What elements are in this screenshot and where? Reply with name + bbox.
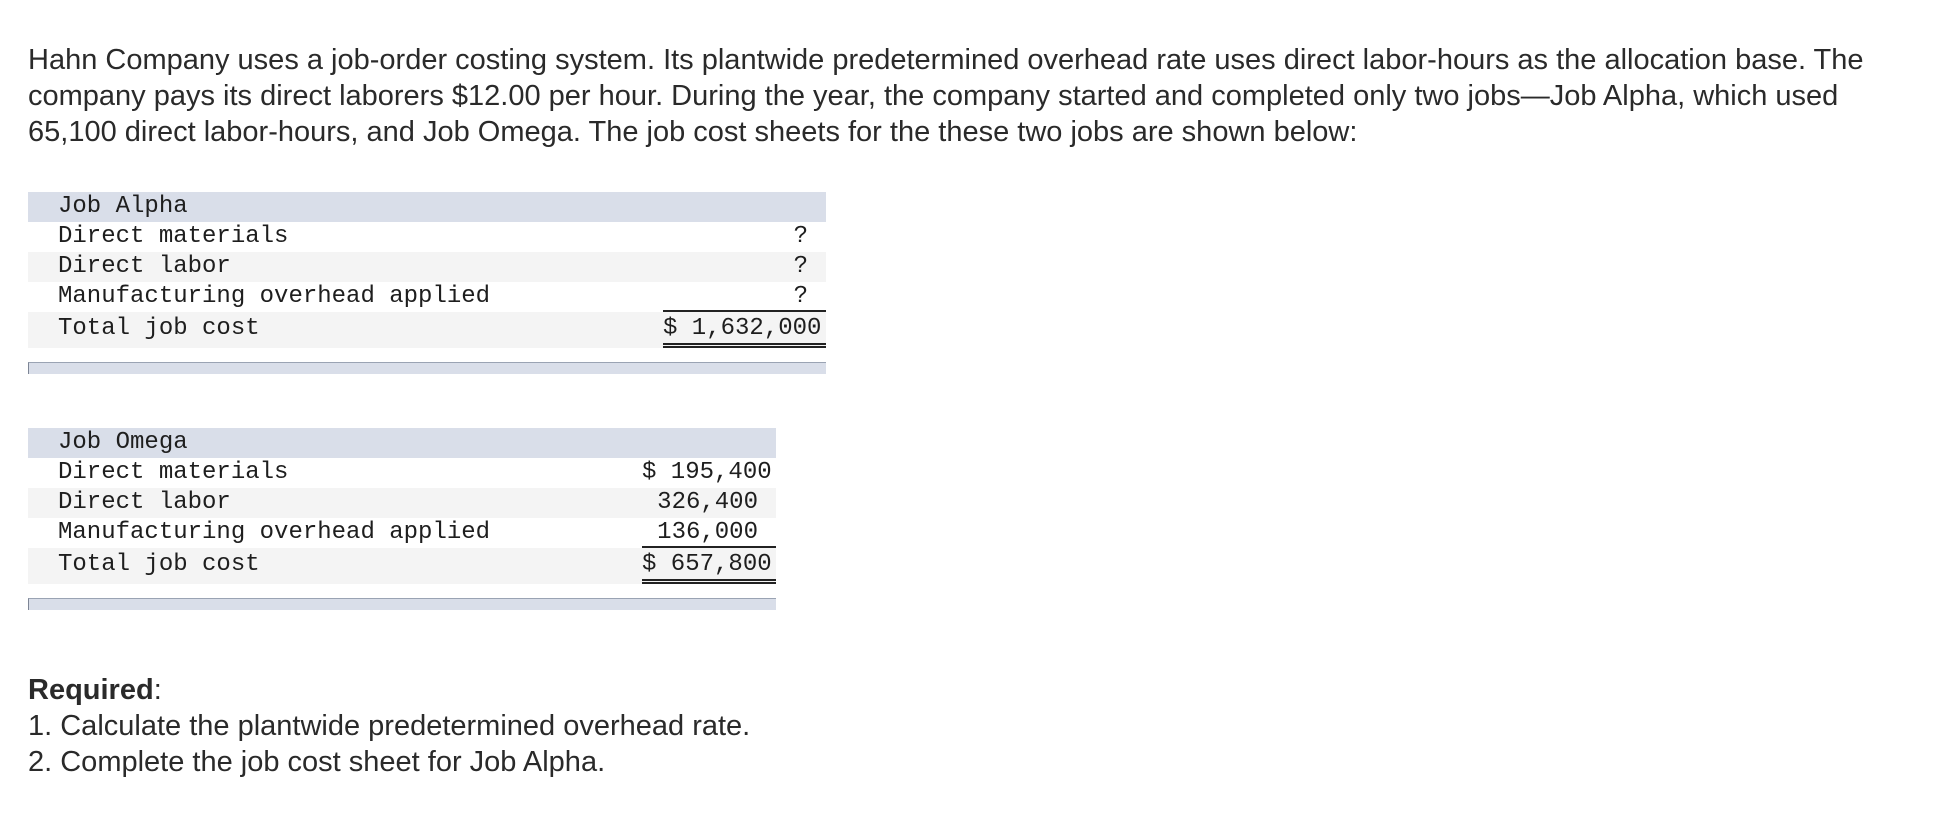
job-alpha-row-overhead-applied — [28, 282, 826, 312]
row-value: ? — [793, 223, 808, 250]
table-footer-bar — [28, 598, 776, 610]
required-item-1: 1. Calculate the plantwide predetermined overhead rate. — [28, 710, 751, 742]
job-alpha-row-direct-materials — [28, 222, 826, 252]
job-omega-row-direct-labor — [28, 488, 776, 518]
job-omega-cost-sheet — [28, 428, 776, 610]
job-alpha-title: Job Alpha — [28, 192, 826, 222]
row-value: ? — [663, 282, 826, 312]
job-omega-row-direct-materials — [28, 458, 776, 488]
job-omega-row-total — [28, 548, 776, 584]
row-label: Manufacturing overhead applied — [58, 283, 491, 310]
required-colon: : — [153, 674, 162, 706]
required-heading-line — [28, 672, 750, 708]
row-value: 326,400 — [657, 489, 758, 516]
job-alpha-cost-sheet — [28, 192, 826, 374]
row-label: Total job cost — [58, 315, 260, 342]
total-value: $ 657,800 — [642, 548, 776, 584]
required-section — [28, 672, 750, 780]
row-label: Direct labor — [58, 489, 231, 516]
row-label: Direct materials — [58, 459, 289, 486]
required-heading: Required — [28, 674, 154, 706]
row-value: $ 195,400 — [642, 459, 772, 486]
row-label: Direct labor — [58, 253, 231, 280]
total-value: $ 1,632,000 — [663, 312, 826, 348]
required-item-2: 2. Complete the job cost sheet for Job Alpha. — [28, 746, 606, 778]
row-label: Total job cost — [58, 551, 260, 578]
job-omega-row-overhead-applied — [28, 518, 776, 548]
row-label: Direct materials — [58, 223, 289, 250]
row-value: 136,000 — [642, 518, 776, 548]
job-omega-title: Job Omega — [28, 428, 776, 458]
table-footer-bar — [28, 362, 826, 374]
job-alpha-row-total — [28, 312, 826, 348]
job-alpha-row-direct-labor — [28, 252, 826, 282]
row-value: ? — [793, 253, 808, 280]
row-label: Manufacturing overhead applied — [58, 519, 491, 546]
problem-intro: Hahn Company uses a job-order costing system. Its plantwide predetermined overhead rate uses direct labor-hours as the allocation base. The company pays its direct laborers $12.00 per hour. During the year, the company started and completed only two jobs—Job Alpha, which used 65,100 direct labor-hours, and Job Omega. The job cost sheets for the these two jobs are shown below: — [28, 44, 1864, 148]
